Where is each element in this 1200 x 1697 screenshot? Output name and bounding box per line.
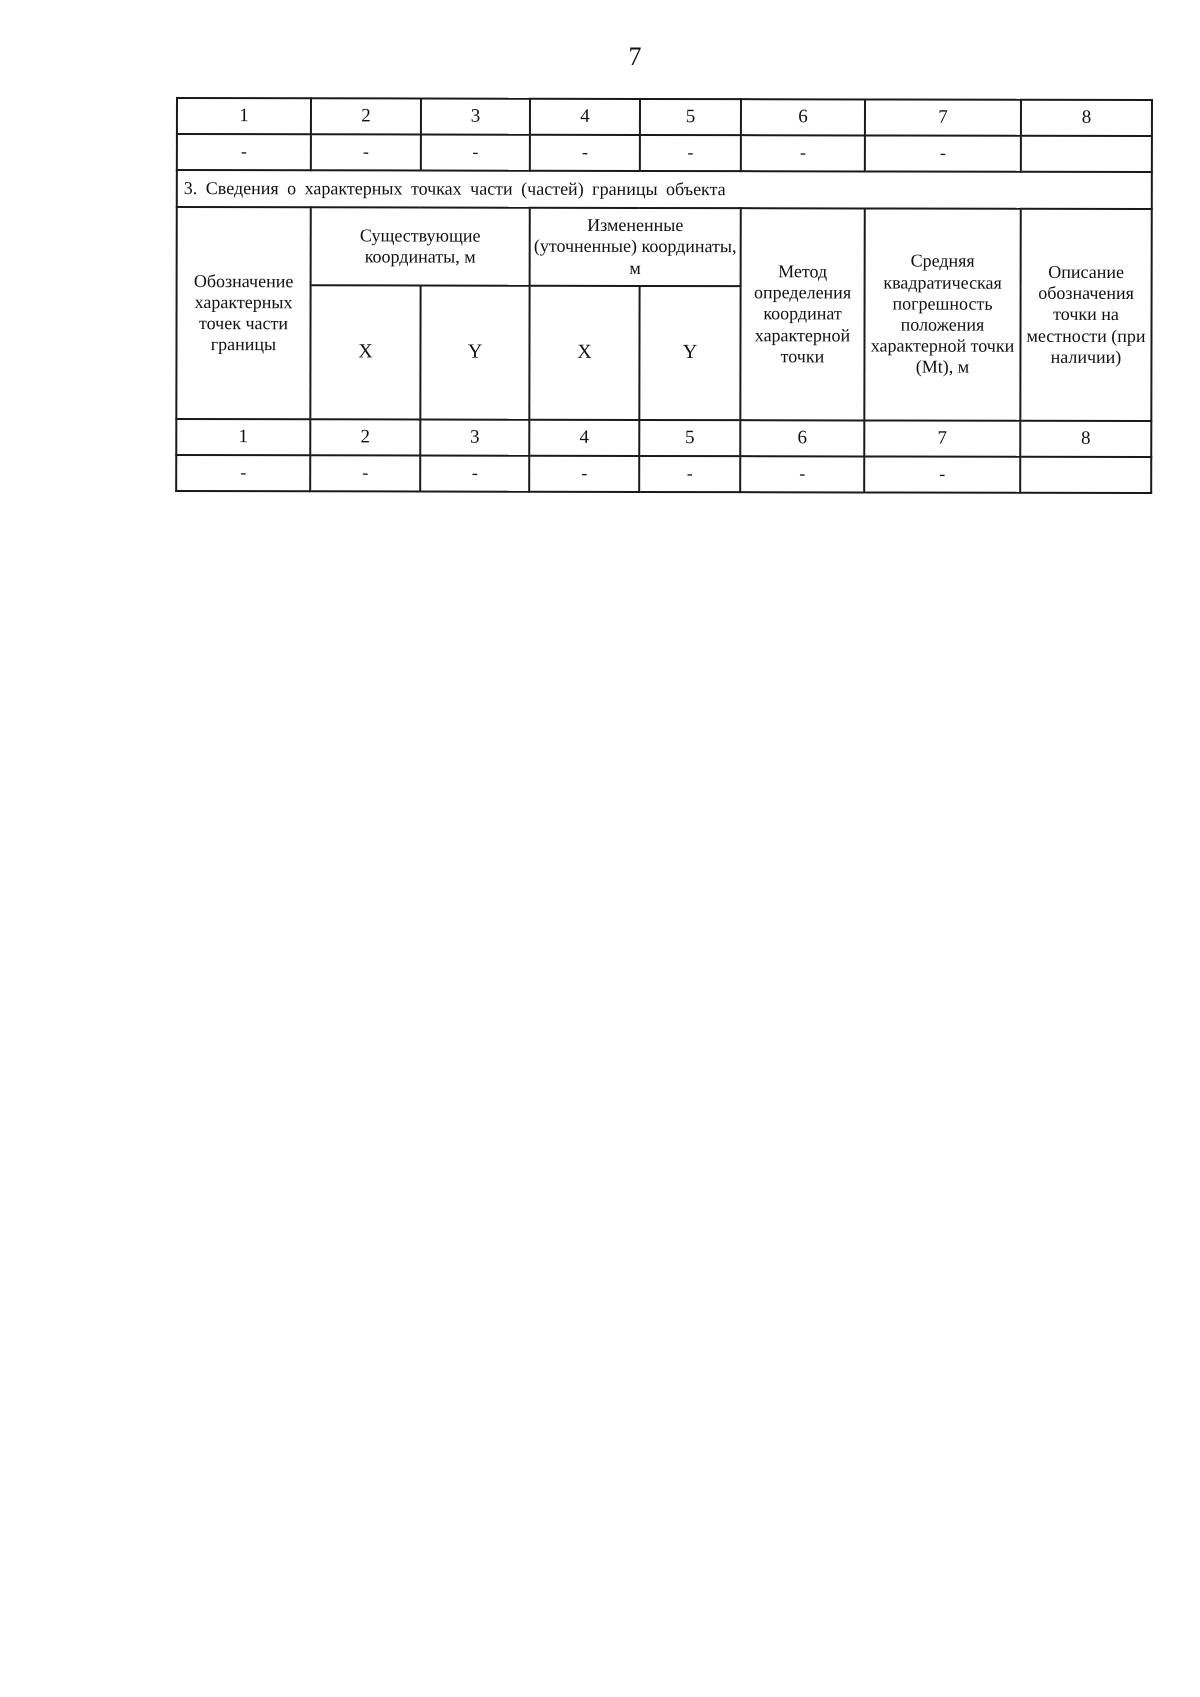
table-cell: - (865, 135, 1021, 171)
table-cell: - (740, 456, 864, 492)
table-cell: - (530, 135, 640, 171)
table-cell: - (864, 456, 1020, 492)
table-cell: - (421, 135, 530, 171)
table-cell (1021, 136, 1152, 172)
section-empty-data-row (176, 455, 1151, 493)
column-number: 4 (530, 99, 640, 135)
column-number-row (177, 98, 1152, 136)
section-title: 3. Сведения о характерных точках части (частей) границы объекта (177, 170, 1152, 209)
table-cell: - (176, 455, 310, 491)
column-number: 7 (865, 99, 1021, 135)
column-number: 8 (1021, 100, 1152, 136)
column-number: 3 (421, 99, 530, 135)
column-number: 8 (1020, 421, 1151, 457)
table-cell: - (310, 455, 420, 491)
table-cell (1020, 457, 1151, 493)
header-y-changed: Y (639, 286, 740, 420)
column-number: 1 (176, 419, 310, 455)
header-x-existing: X (310, 285, 420, 419)
header-method: Метод определения координат характерной точки (740, 208, 864, 420)
empty-data-row (177, 134, 1152, 172)
column-number: 2 (311, 98, 421, 134)
page-number: 7 (628, 42, 642, 71)
column-number: 5 (640, 99, 741, 135)
header-row (177, 207, 1152, 287)
header-existing-coords: Существующие координаты, м (311, 207, 530, 285)
header-point-designation: Обозначение характерных точек части границы (176, 207, 310, 419)
column-number: 7 (864, 420, 1020, 456)
column-number: 5 (639, 420, 740, 456)
section-title-row (177, 170, 1152, 209)
column-number: 3 (420, 420, 529, 456)
table-cell: - (420, 456, 529, 492)
boundary-points-table (175, 97, 1153, 494)
header-description: Описание обозначения точки на местности (при наличии) (1020, 209, 1151, 421)
table-cell: - (529, 456, 639, 492)
section-column-number-row (176, 419, 1151, 457)
column-number: 2 (310, 419, 420, 455)
column-number: 6 (740, 420, 864, 456)
table-cell: - (311, 134, 421, 170)
table-cell: - (639, 456, 740, 492)
header-mean-error: Средняя квадратическая погрешность положения характерной точки (Mt), м (864, 208, 1020, 420)
table-cell: - (640, 135, 741, 171)
table-cell: - (177, 134, 311, 170)
column-number: 1 (177, 98, 311, 134)
table-cell: - (741, 135, 865, 171)
column-number: 4 (529, 420, 639, 456)
column-number: 6 (741, 99, 865, 135)
header-x-changed: X (529, 286, 639, 420)
header-y-existing: Y (420, 286, 529, 420)
header-changed-coords: Измененные (уточненные) координаты, м (530, 208, 741, 286)
